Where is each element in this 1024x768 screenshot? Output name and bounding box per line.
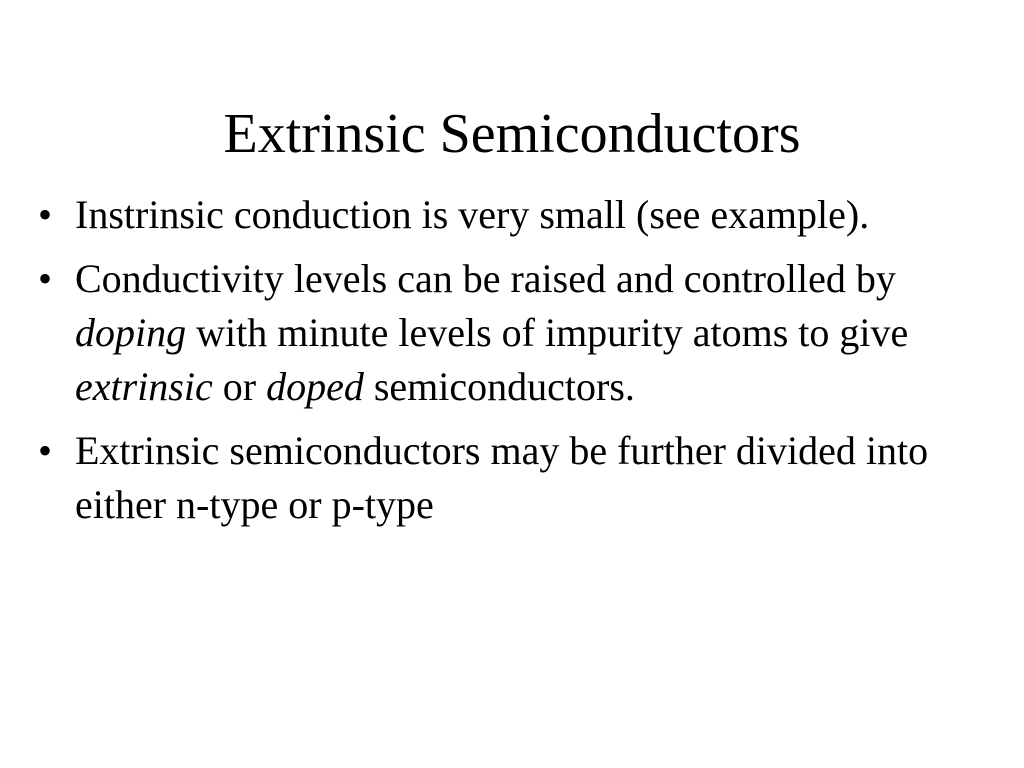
bullet-text-part: Conductivity levels can be raised and controlled by bbox=[75, 256, 896, 301]
emphasis-doped: doped bbox=[266, 364, 364, 409]
emphasis-extrinsic: extrinsic bbox=[75, 364, 213, 409]
bullet-item-2 bbox=[30, 252, 1010, 414]
bullet-glyph: • bbox=[37, 192, 52, 237]
bullet-text: Extrinsic semiconductors may be further divided into either n-type or p-type bbox=[75, 428, 929, 527]
bullet-glyph: • bbox=[37, 428, 52, 473]
bullet-glyph: • bbox=[37, 256, 52, 301]
slide-title: Extrinsic Semiconductors bbox=[223, 103, 801, 165]
bullet-text-part: or bbox=[212, 364, 267, 409]
bullet-text: Instrinsic conduction is very small (see example). bbox=[75, 192, 870, 237]
emphasis-doping: doping bbox=[75, 310, 187, 355]
bullet-text-part: with minute levels of impurity atoms to give bbox=[186, 310, 909, 355]
bullet-item-3 bbox=[30, 424, 1010, 532]
bullet-text-part: semiconductors. bbox=[363, 364, 635, 409]
bullet-item-1 bbox=[30, 188, 1010, 242]
bullet-list bbox=[30, 188, 1010, 542]
